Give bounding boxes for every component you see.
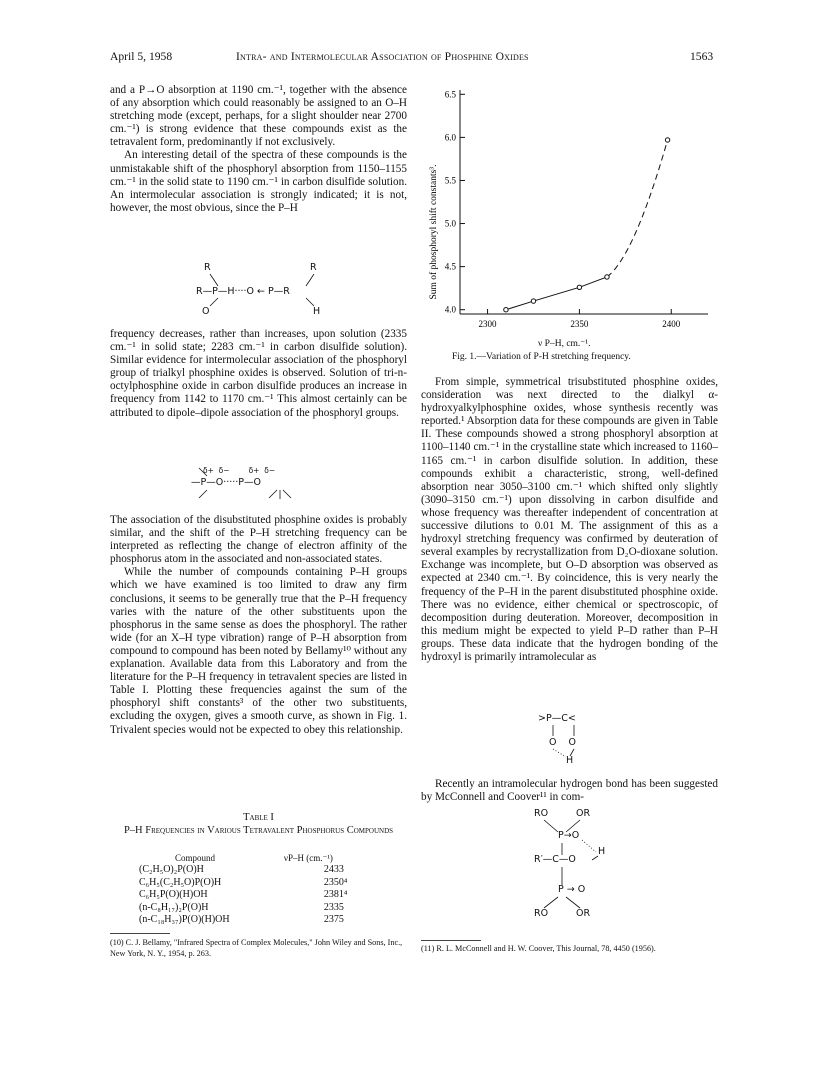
bond-lines xyxy=(536,713,626,769)
paragraph: Recently an intramolecular hydrogen bond has been suggested by McConnell and Coover¹¹ in com- xyxy=(421,778,718,804)
data-point xyxy=(665,138,669,142)
structure-intramolecular-2 xyxy=(530,808,630,936)
table-row xyxy=(135,864,385,876)
y-tick-label: 6.5 xyxy=(444,89,456,100)
table-cell: (n-C₁₈H₃₇)P(O)(H)OH xyxy=(139,914,230,926)
table-row xyxy=(135,877,385,889)
table-cell: (n-C₈H₁₇)₂P(O)H xyxy=(139,901,209,913)
table-caption: P–H Frequencies in Various Tetravalent Phosphorus Compounds xyxy=(123,825,394,836)
data-point xyxy=(577,285,581,289)
figure-chart xyxy=(418,82,718,352)
left-column-bottom xyxy=(110,514,407,737)
bond-lines xyxy=(190,262,360,322)
header-date: April 5, 1958 xyxy=(110,50,173,63)
x-tick-label: 2400 xyxy=(662,319,681,329)
figure-caption: Fig. 1.—Variation of P-H stretching frequency. xyxy=(452,352,631,362)
table-cell: 2381⁴ xyxy=(323,889,348,901)
table-cell: C₆H₅(C₂H₅O)P(O)H xyxy=(139,876,222,888)
column-header: Compound xyxy=(175,853,216,863)
right-column-end xyxy=(421,778,718,804)
struct-label: P → O xyxy=(558,884,586,895)
footnote-divider xyxy=(421,940,481,941)
y-tick-label: 4.5 xyxy=(444,261,456,272)
struct-label: R—P—H····O ← P—R xyxy=(196,286,290,297)
struct-label: R xyxy=(310,262,317,273)
data-point xyxy=(504,307,508,311)
table-cell: C₆H₅P(O)(H)OH xyxy=(139,889,208,901)
y-tick-label: 5.5 xyxy=(444,175,456,186)
struct-label: H xyxy=(598,846,606,857)
table-row xyxy=(135,914,385,926)
data-table xyxy=(135,852,385,926)
struct-label: R xyxy=(204,262,211,273)
table-row xyxy=(135,889,385,901)
x-tick-label: 2300 xyxy=(478,319,497,329)
left-column-top xyxy=(110,84,407,215)
struct-label: P→O xyxy=(558,830,580,841)
series-line xyxy=(506,277,607,310)
structure-intermolecular-1 xyxy=(190,262,360,322)
left-column-middle xyxy=(110,328,407,420)
chart-xlabel: ν P–H, cm.⁻¹. xyxy=(538,339,591,349)
page-number: 1563 xyxy=(690,50,714,63)
paragraph: and a P→O absorption at 1190 cm.⁻¹, together with the absence of any absorption which could reasonably be assigned to an O–H stretching mode (except, perhaps, for a slight shoulder near 2700 cm.⁻¹) is strong evidence that these compounds exist as the tetravalent form, predominantly if not exclusively. xyxy=(110,84,407,149)
struct-label: RO xyxy=(534,908,549,919)
y-tick-label: 6.0 xyxy=(444,132,456,143)
struct-label: H xyxy=(566,755,574,766)
struct-label: OR xyxy=(576,808,591,819)
table-header-row xyxy=(135,852,385,864)
column-header: νP–H (cm.⁻¹) xyxy=(283,853,333,863)
right-column-main xyxy=(421,376,718,664)
structure-intramolecular-1 xyxy=(536,713,626,766)
y-tick-label: 4.0 xyxy=(444,304,456,315)
table-cell: (C₂H₅O)₂P(O)H xyxy=(139,864,204,876)
table-cell: 2350⁴ xyxy=(323,876,348,888)
struct-label: RO xyxy=(534,808,549,819)
bond-lines xyxy=(530,808,630,936)
struct-label: O O xyxy=(549,737,577,748)
struct-label: R′—C—O xyxy=(534,854,576,865)
paragraph: An interesting detail of the spectra of these compounds is the unmistakable shift of the phosphoryl absorption from 1150–1155 cm.⁻¹ in the solid state to 1190 cm.⁻¹ in carbon disulfide solution. An intermolecular association is strongly indicated; it is not, however, the most obvious, since the P–H xyxy=(110,149,407,214)
data-point xyxy=(605,275,609,279)
footnote-10: (10) C. J. Bellamy, "Infrared Spectra of Complex Molecules," John Wiley and Sons, Inc., New York, N. Y., 1954, p. 263. xyxy=(110,938,403,958)
struct-label: OR xyxy=(576,908,591,919)
table-cell: 2335 xyxy=(323,901,344,913)
table-title: Table I xyxy=(243,812,274,823)
chart-ylabel: Sum of phosphoryl shift constants³. xyxy=(429,164,439,300)
structure-dipole-association xyxy=(185,466,355,508)
footnote-11: (11) R. L. McConnell and H. W. Coover, This Journal, 78, 4450 (1956). xyxy=(421,944,656,953)
paragraph: frequency decreases, rather than increases, upon solution (2335 cm.⁻¹ in solid state; 2283 cm.⁻¹ in carbon disulfide solution). Similar evidence for intermolecular association of the phosphoryl group of trialkyl phosphine oxides is observed. Solution of tri-n-octylphosphine oxide in carbon disulfide produces an increase in frequency from 1142 to 1170 cm.⁻¹ This almost certainly can be attributed to dipole–dipole association of the phosphoryl groups. xyxy=(110,328,407,419)
footnote-divider xyxy=(110,933,170,934)
paragraph: While the number of compounds containing P–H groups which we have examined is too limited to draw any firm conclusions, it seems to be generally true that the P–H frequency varies with the nature of the other substituents upon the phosphorus in the same sense as does the phosphoryl. The rather wide (for an X–H type vibration) range of P–H absorption from compound to compound has been noted by Bellamy¹⁰ without any explanation. Available data from this Laboratory and from the literature for the P–H frequency in tetravalent species are listed in Table I. Plotting these frequencies against the sum of the phosphoryl shift constants³ of the other two substituents, excluding the oxygen, gives a smooth curve, as shown in Fig. 1. Trivalent species would not be expected to obey this relationship. xyxy=(110,566,407,736)
x-tick-label: 2350 xyxy=(570,319,589,329)
paragraph: From simple, symmetrical trisubstituted phosphine oxides, consideration was next directed to the dialkyl α-hydroxyalkylphosphine oxides, whose synthesis recently was reported.¹ Absorption data for these compounds are given in Table II. These compounds showed a strong phosphoryl absorption at 1100–1140 cm.⁻¹ in the crystalline state which increased to 1160–1165 cm.⁻¹ in carbon disulfide solution. In addition, these compounds exhibit a characteristic, strong, well-defined absorption near 3050–3100 cm.⁻¹ which shifted only slightly (3090–3150 cm.⁻¹) upon dissolving in carbon disulfide and whose frequency was thereafter independent of concentration at successive dilutions to 0.01 M. The assignment of this as a hydroxyl stretching frequency was confirmed by deuteration of several examples by recrystallization from D₂O-dioxane solution. Exchange was incomplete, but O–D absorption was observed as expected at 2340 cm.⁻¹. By coincidence, this is very nearly the frequency of the P–H in the parent disubstituted phosphine oxide. There was no evidence, either chemical or spectroscopic, of decomposition during deuteration. Moreover, decomposition in this medium might be expected to yield P–D rather than P–H groups. These data indicate that the hydrogen bonding of the hydroxyl is primarily intramolecular as xyxy=(421,376,718,663)
data-point xyxy=(531,299,535,303)
paragraph: The association of the disubstituted phosphine oxides is probably similar, and the shift of the P–H stretching frequency can be interpreted as reflecting the change of electron affinity of the phosphorus atom in the associated and non-associated states. xyxy=(110,514,407,566)
struct-label: H xyxy=(313,306,321,317)
bond-lines xyxy=(185,466,355,508)
table-row xyxy=(135,902,385,914)
struct-label: —P—O·····P—O xyxy=(191,477,262,488)
struct-label: O xyxy=(202,306,210,317)
struct-label: >P—C< xyxy=(538,713,576,724)
series-line-dashed xyxy=(607,140,668,277)
y-tick-label: 5.0 xyxy=(444,218,456,229)
table-cell: 2433 xyxy=(323,864,344,876)
table-cell: 2375 xyxy=(323,914,344,926)
header-title: Intra- and Intermolecular Association of Phosphine Oxides xyxy=(236,50,529,63)
struct-label: δ+ δ− δ+ δ− xyxy=(203,466,276,475)
